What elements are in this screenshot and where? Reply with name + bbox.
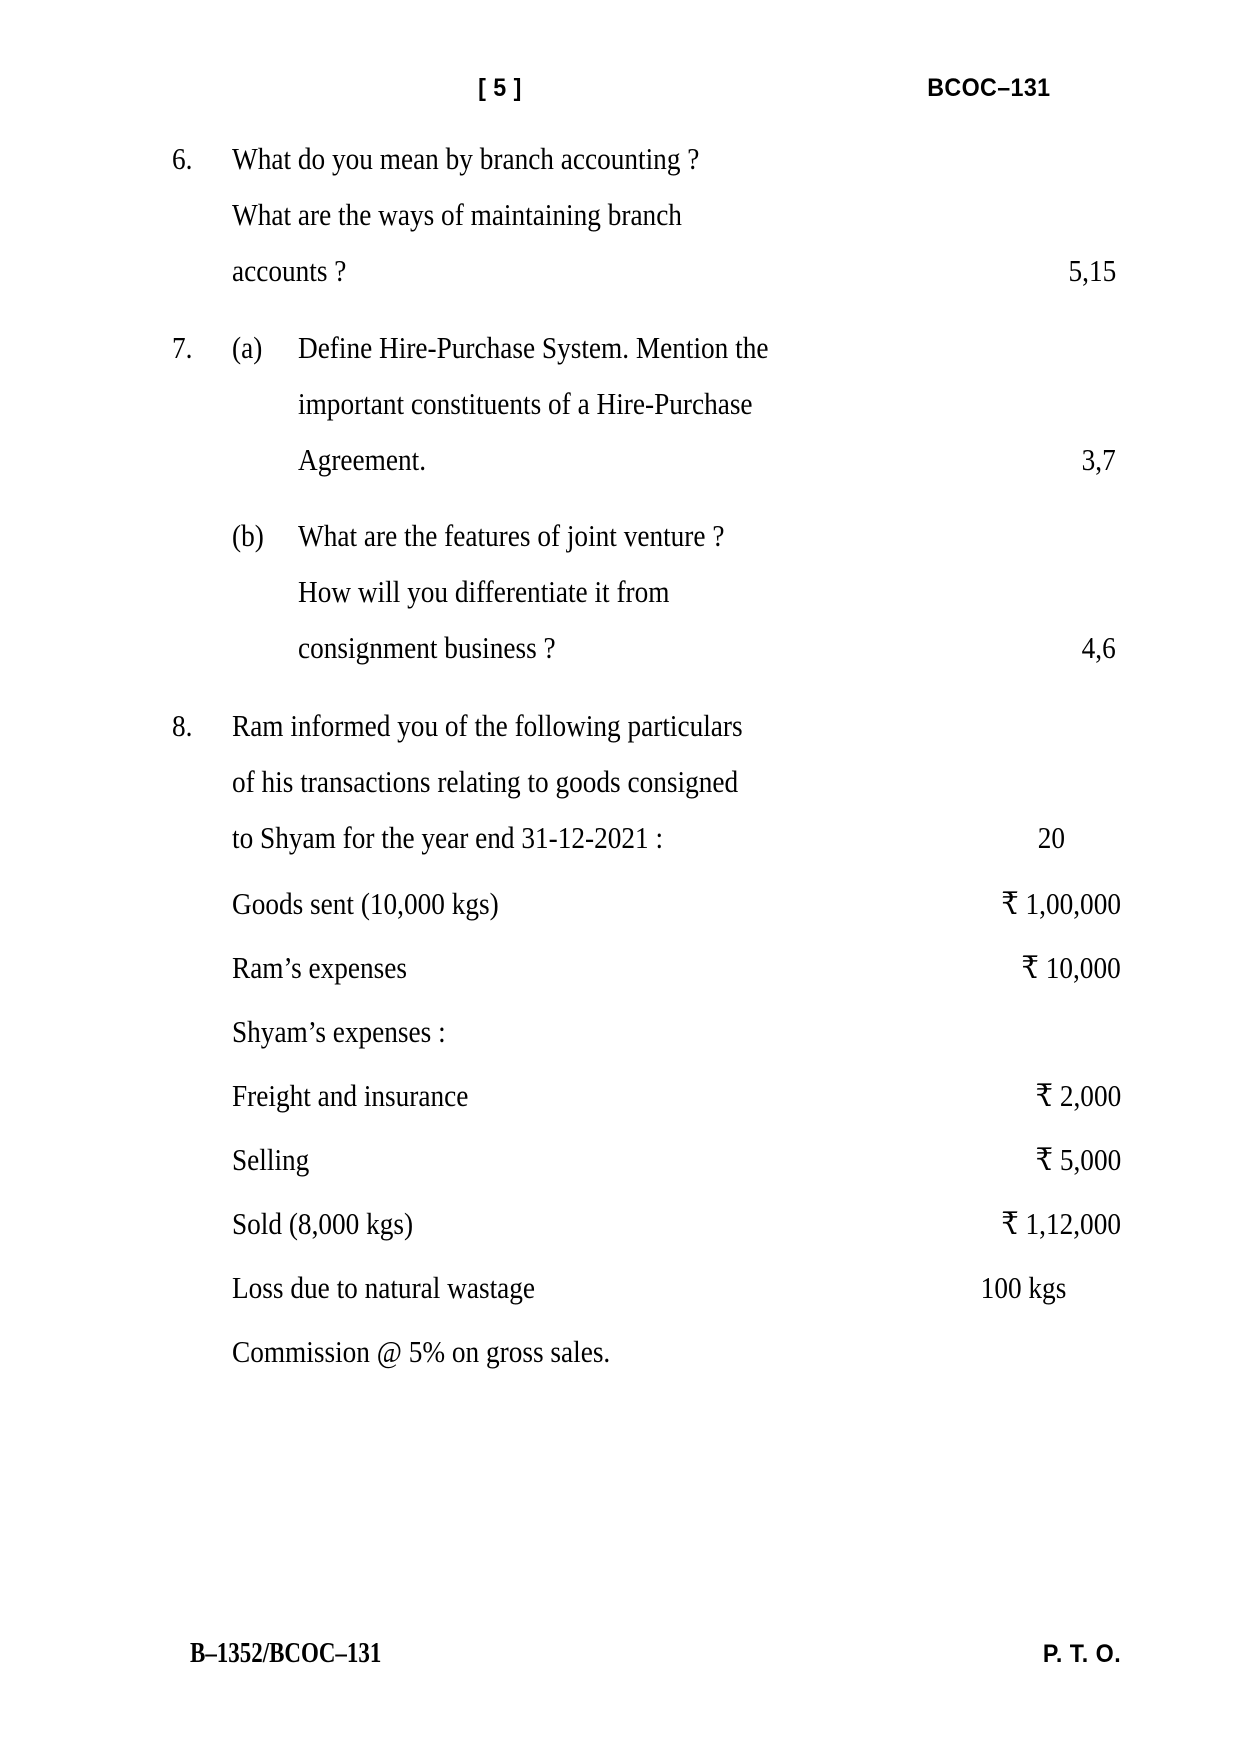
question-6-number: 6.: [172, 141, 193, 176]
particular-amount: ₹ 5,000: [1035, 1142, 1121, 1177]
particular-label: Shyam’s expenses :: [232, 1014, 446, 1049]
question-8-marks: 20: [1037, 820, 1065, 855]
question-8-line-2: of his transactions relating to goods consigned: [232, 764, 739, 799]
question-7a-line-3: Agreement.: [298, 442, 427, 477]
particular-label: Goods sent (10,000 kgs): [232, 886, 499, 921]
question-7a-line-2: important constituents of a Hire-Purchase: [298, 386, 753, 421]
table-row: [232, 1320, 1121, 1384]
question-7-number: 7.: [172, 330, 193, 365]
question-8-line-1: Ram informed you of the following particulars: [232, 708, 743, 743]
question-list: [0, 131, 1241, 1392]
table-row: [232, 1192, 1121, 1256]
table-row: [232, 1128, 1121, 1192]
particular-label: Ram’s expenses: [232, 950, 408, 985]
particulars-table: [232, 872, 1121, 1384]
table-row: [232, 872, 1121, 936]
question-6-line-2: What are the ways of maintaining branch: [232, 197, 682, 232]
question-7a-line-1: Define Hire-Purchase System. Mention the: [298, 330, 769, 365]
question-7b: [0, 508, 1241, 676]
question-7a: [0, 320, 1241, 488]
question-7b-line-1: What are the features of joint venture ?: [298, 518, 725, 553]
particular-amount: ₹ 2,000: [1035, 1078, 1121, 1113]
table-row: [232, 1000, 1121, 1064]
question-8: [0, 698, 1241, 866]
question-7b-text: [298, 508, 935, 676]
question-8-line-3: to Shyam for the year end 31-12-2021 :: [232, 820, 664, 855]
particular-amount: ₹ 1,12,000: [1001, 1206, 1121, 1241]
particular-label: Sold (8,000 kgs): [232, 1206, 414, 1241]
footer-paper-id: B–1352/BCOC–131: [190, 1638, 382, 1669]
question-6-text: [232, 131, 935, 299]
question-6-line-1: What do you mean by branch accounting ?: [232, 141, 700, 176]
question-7a-label: (a): [232, 330, 263, 365]
particular-label: Selling: [232, 1142, 310, 1177]
question-6-line-3: accounts ?: [232, 253, 347, 288]
question-7b-marks: 4,6: [1081, 630, 1116, 665]
particular-amount: ₹ 1,00,000: [1001, 886, 1121, 921]
particular-amount: 100 kgs: [980, 1270, 1066, 1305]
question-7b-line-3: consignment business ?: [298, 630, 556, 665]
question-8-text: [232, 698, 935, 866]
particular-label: Freight and insurance: [232, 1078, 469, 1113]
question-7a-marks: 3,7: [1081, 442, 1116, 477]
consignment-particulars: [0, 872, 1241, 1392]
question-6-marks: 5,15: [1068, 253, 1116, 288]
page-footer: [190, 1638, 1121, 1682]
question-8-number: 8.: [172, 708, 193, 743]
particular-label: Loss due to natural wastage: [232, 1270, 536, 1305]
table-row: [232, 1256, 1121, 1320]
particular-amount: ₹ 10,000: [1021, 950, 1121, 985]
question-7b-label: (b): [232, 518, 264, 553]
page-number: [ 5 ]: [478, 74, 522, 102]
question-6: [0, 131, 1241, 299]
footer-pto: P. T. O.: [1042, 1640, 1121, 1668]
table-row: [232, 936, 1121, 1000]
table-row: [232, 1064, 1121, 1128]
question-7a-text: [298, 320, 935, 488]
page-header: [190, 74, 1050, 114]
particular-label: Commission @ 5% on gross sales.: [232, 1334, 611, 1369]
paper-code: BCOC–131: [926, 74, 1050, 102]
question-7b-line-2: How will you differentiate it from: [298, 574, 670, 609]
